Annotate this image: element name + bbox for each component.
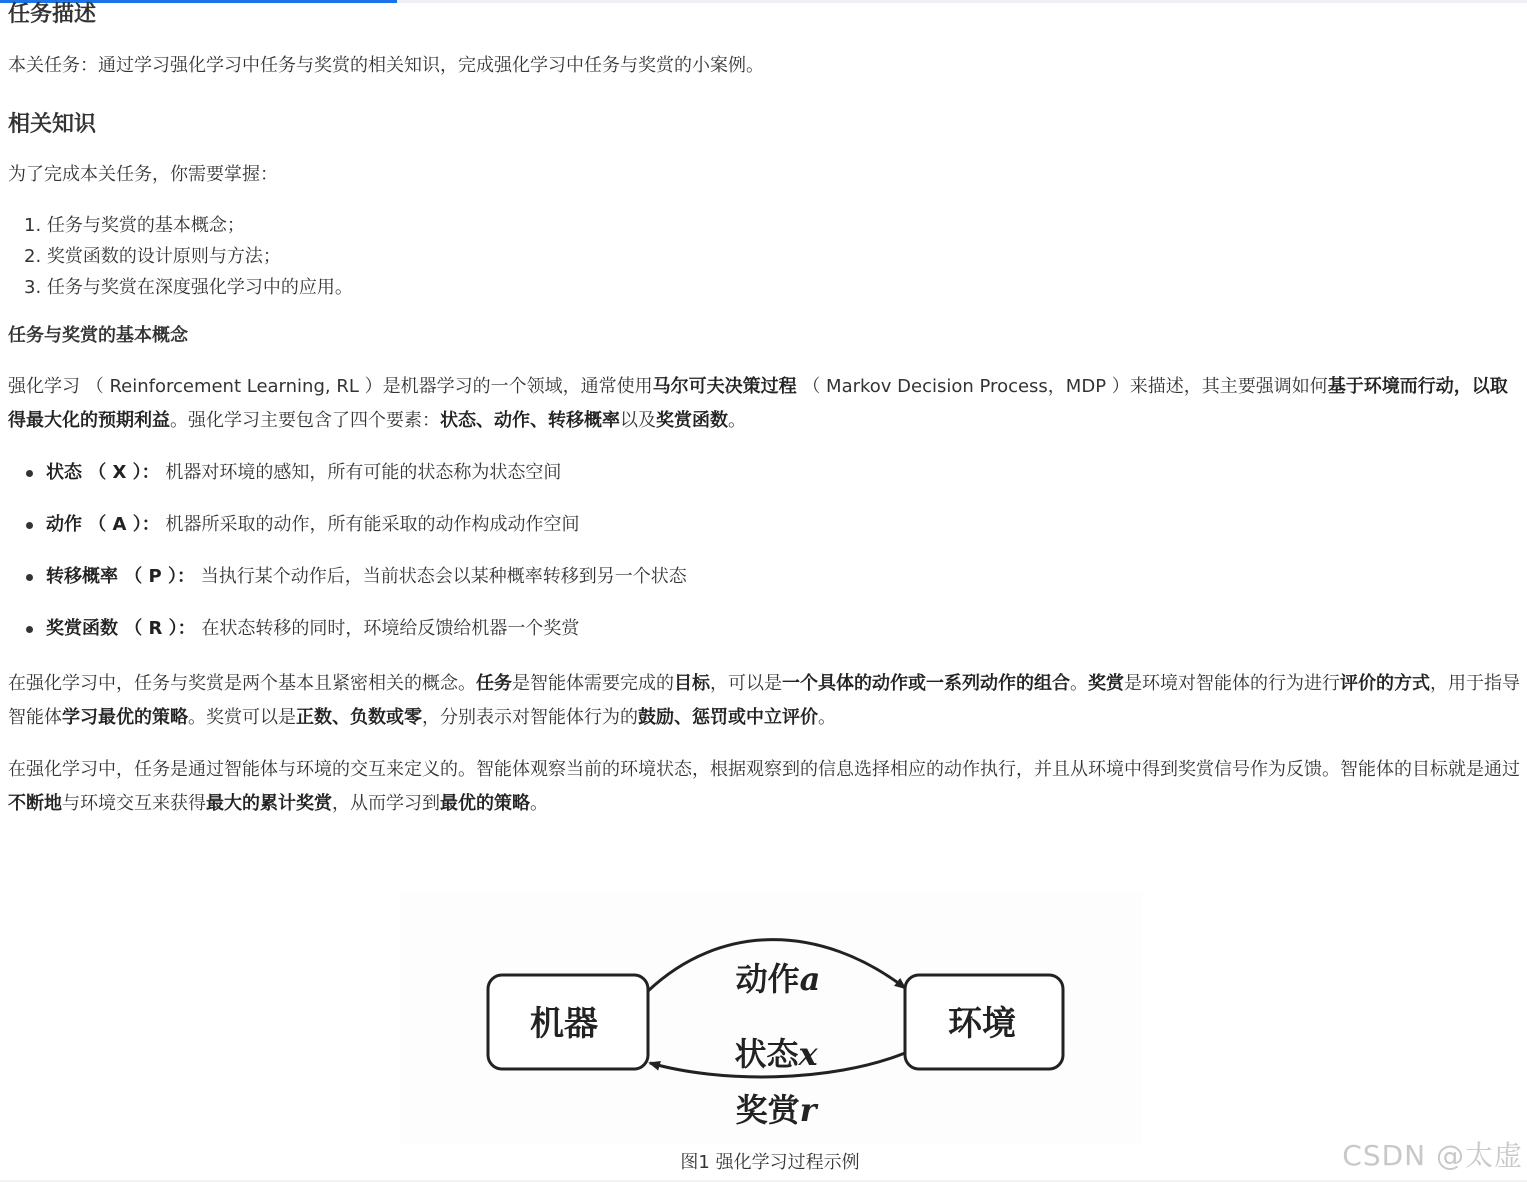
bullet-icon [26,626,33,633]
csdn-watermark: CSDN @太虚 [1342,1139,1523,1172]
bullet-icon [26,522,33,529]
knowledge-list [24,210,353,303]
heading-basic-concepts: 任务与奖赏的基本概念 [8,325,188,346]
list-item: 状态 （ X ）： 机器对环境的感知，所有可能的状态称为状态空间 [8,456,687,490]
rl-elements-list [8,456,687,664]
knowledge-intro: 为了完成本关任务，你需要掌握： [8,164,278,185]
task-reward-paragraph: 在强化学习中，任务与奖赏是两个基本且紧密相关的概念。任务是智能体需要完成的目标，可以是一个具体的动作或一系列动作的组合。奖赏是环境对智能体的行为进行评价的方式，用于指导智能体学习最优的策略。奖赏可以是正数、负数或零，分别表示对智能体行为的鼓励、惩罚或中立评价。 [8,673,1520,728]
interaction-paragraph: 在强化学习中，任务是通过智能体与环境的交互来定义的。智能体观察当前的环境状态，根据观察到的信息选择相应的动作执行，并且从环境中得到奖赏信号作为反馈。智能体的目标就是通过不断地与环境交互来获得最大的累计奖赏，从而学习到最优的策略。 [8,759,1520,814]
reward-label: 奖赏r [735,1091,817,1129]
rl-process-diagram [400,893,1142,1145]
action-label: 动作a [735,960,821,998]
list-item: 3. 任务与奖赏在深度强化学习中的应用。 [24,277,353,298]
list-item: 动作 （ A ）： 机器所采取的动作，所有能采取的动作构成动作空间 [8,508,687,542]
reading-progress-bar [0,0,1527,3]
figure-caption: 图1 强化学习过程示例 [680,1152,860,1173]
task-paragraph: 本关任务：通过学习强化学习中任务与奖赏的相关知识，完成强化学习中任务与奖赏的小案例。 [8,55,764,76]
bullet-icon [26,470,33,477]
heading-related-knowledge: 相关知识 [8,112,97,137]
rl-definition-paragraph: 强化学习 （ Reinforcement Learning, RL ）是机器学习的一个领域，通常使用马尔可夫决策过程 （ Markov Decision Process，MDP ）来描述，其主要强调如何基于环境而行动，以取得最大化的预期利益。强化学习主要包含了四个要素：状态、动作、转移概率以及奖赏函数。 [8,376,1508,431]
bullet-icon [26,574,33,581]
agent-label: 机器 [530,1004,598,1044]
list-item: 2. 奖赏函数的设计原则与方法； [24,246,281,267]
environment-label: 环境 [948,1004,1016,1044]
heading-task-description: 任务描述 [8,2,97,27]
list-item: 转移概率 （ P ）： 当执行某个动作后，当前状态会以某种概率转移到另一个状态 [8,560,687,594]
list-item: 1. 任务与奖赏的基本概念； [24,215,245,236]
state-label: 状态x [734,1035,818,1073]
list-item: 奖赏函数 （ R ）： 在状态转移的同时，环境给反馈给机器一个奖赏 [8,612,687,646]
rl-process-figure [400,893,1142,1145]
